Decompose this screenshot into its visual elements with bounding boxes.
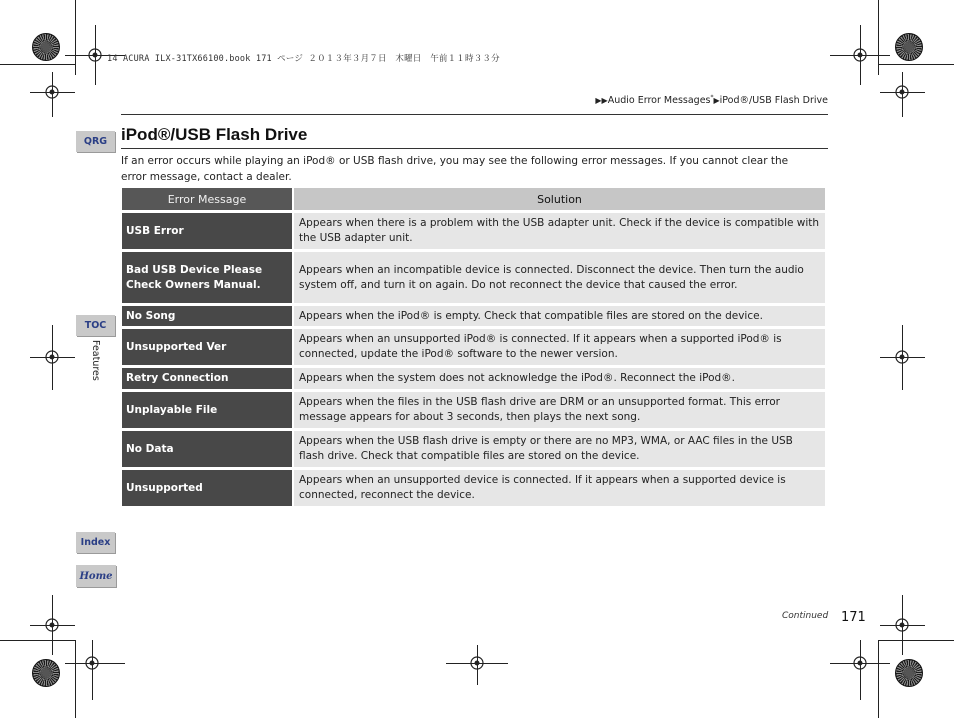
arrow-icon: ▶ xyxy=(713,96,720,106)
table-header xyxy=(122,188,825,210)
index-button[interactable]: Index xyxy=(76,532,115,553)
error-table xyxy=(122,188,825,509)
breadcrumb-item-current: iPod®/USB Flash Drive xyxy=(719,95,828,107)
error-message-cell: Unsupported xyxy=(122,470,292,506)
crosshair-icon xyxy=(850,653,870,673)
crosshair-icon xyxy=(892,82,912,102)
solution-cell: Appears when the files in the USB flash drive are DRM or an unsupported format. This error message appears for about 3 seconds, then plays the next song. xyxy=(294,392,825,428)
error-message-cell: No Song xyxy=(122,306,292,326)
rosette-icon xyxy=(895,33,923,61)
crosshair-icon xyxy=(42,82,62,102)
print-header: 14 ACURA ILX-31TX66100.book 171 ページ ２０１３年３月７日 木曜日 午前１１時３３分 xyxy=(107,54,500,64)
breadcrumb xyxy=(595,94,828,106)
crosshair-icon xyxy=(892,347,912,367)
error-message-cell: USB Error xyxy=(122,213,292,249)
error-message-cell: Unsupported Ver xyxy=(122,329,292,365)
intro-text: If an error occurs while playing an iPod® or USB flash drive, you may see the following error messages. If you cannot clear the error message, contact a dealer. xyxy=(121,155,789,183)
solution-cell: Appears when an incompatible device is connected. Disconnect the device. Then turn the audio system off, and turn it on again. Do not reconnect the device that caused the error. xyxy=(294,252,825,303)
solution-cell: Appears when an unsupported device is connected. If it appears when a supported device is connected, reconnect the device. xyxy=(294,470,825,506)
solution-cell: Appears when the iPod® is empty. Check that compatible files are stored on the device. xyxy=(294,306,825,326)
crosshair-icon xyxy=(42,347,62,367)
rosette-icon xyxy=(32,659,60,687)
error-message-cell: Retry Connection xyxy=(122,368,292,389)
solution-cell: Appears when the system does not acknowledge the iPod®. Reconnect the iPod®. xyxy=(294,368,825,389)
table-row xyxy=(122,392,825,428)
rosette-icon xyxy=(32,33,60,61)
crosshair-icon xyxy=(850,45,870,65)
column-header-solution: Solution xyxy=(294,188,825,210)
toc-button[interactable]: TOC xyxy=(76,315,115,336)
page-title: iPod®/USB Flash Drive xyxy=(121,125,308,144)
page-number: 171 xyxy=(841,610,866,625)
table-row xyxy=(122,252,825,303)
continued-label: Continued xyxy=(782,611,829,621)
table-row xyxy=(122,213,825,249)
section-label: Features xyxy=(90,340,101,381)
solution-cell: Appears when an unsupported iPod® is connected. If it appears when a supported iPod® is connected, update the iPod® software to the newer version. xyxy=(294,329,825,365)
table-row xyxy=(122,431,825,467)
crosshair-icon xyxy=(42,615,62,635)
breadcrumb-marker: * xyxy=(710,94,714,101)
qrg-button[interactable]: QRG xyxy=(76,131,115,152)
table-row xyxy=(122,306,825,326)
rosette-icon xyxy=(895,659,923,687)
double-arrow-icon: ▶▶ xyxy=(595,96,608,106)
crosshair-icon xyxy=(892,615,912,635)
breadcrumb-item-audio-error-messages[interactable]: Audio Error Messages xyxy=(607,95,711,107)
solution-cell: Appears when the USB flash drive is empty or there are no MP3, WMA, or AAC files in the USB flash drive. Check that compatible files are stored on the device. xyxy=(294,431,825,467)
column-header-error-message: Error Message xyxy=(122,188,292,210)
error-message-cell: Bad USB Device Please Check Owners Manual. xyxy=(122,252,292,303)
title-divider xyxy=(121,148,828,149)
crosshair-icon xyxy=(85,45,105,65)
crosshair-icon xyxy=(467,653,487,673)
error-message-cell: Unplayable File xyxy=(122,392,292,428)
header-divider xyxy=(121,114,828,115)
error-message-cell: No Data xyxy=(122,431,292,467)
table-row xyxy=(122,470,825,506)
table-row xyxy=(122,368,825,389)
solution-cell: Appears when there is a problem with the USB adapter unit. Check if the device is compatible with the USB adapter unit. xyxy=(294,213,825,249)
home-button[interactable]: Home xyxy=(76,565,116,587)
table-row xyxy=(122,329,825,365)
crosshair-icon xyxy=(82,653,102,673)
